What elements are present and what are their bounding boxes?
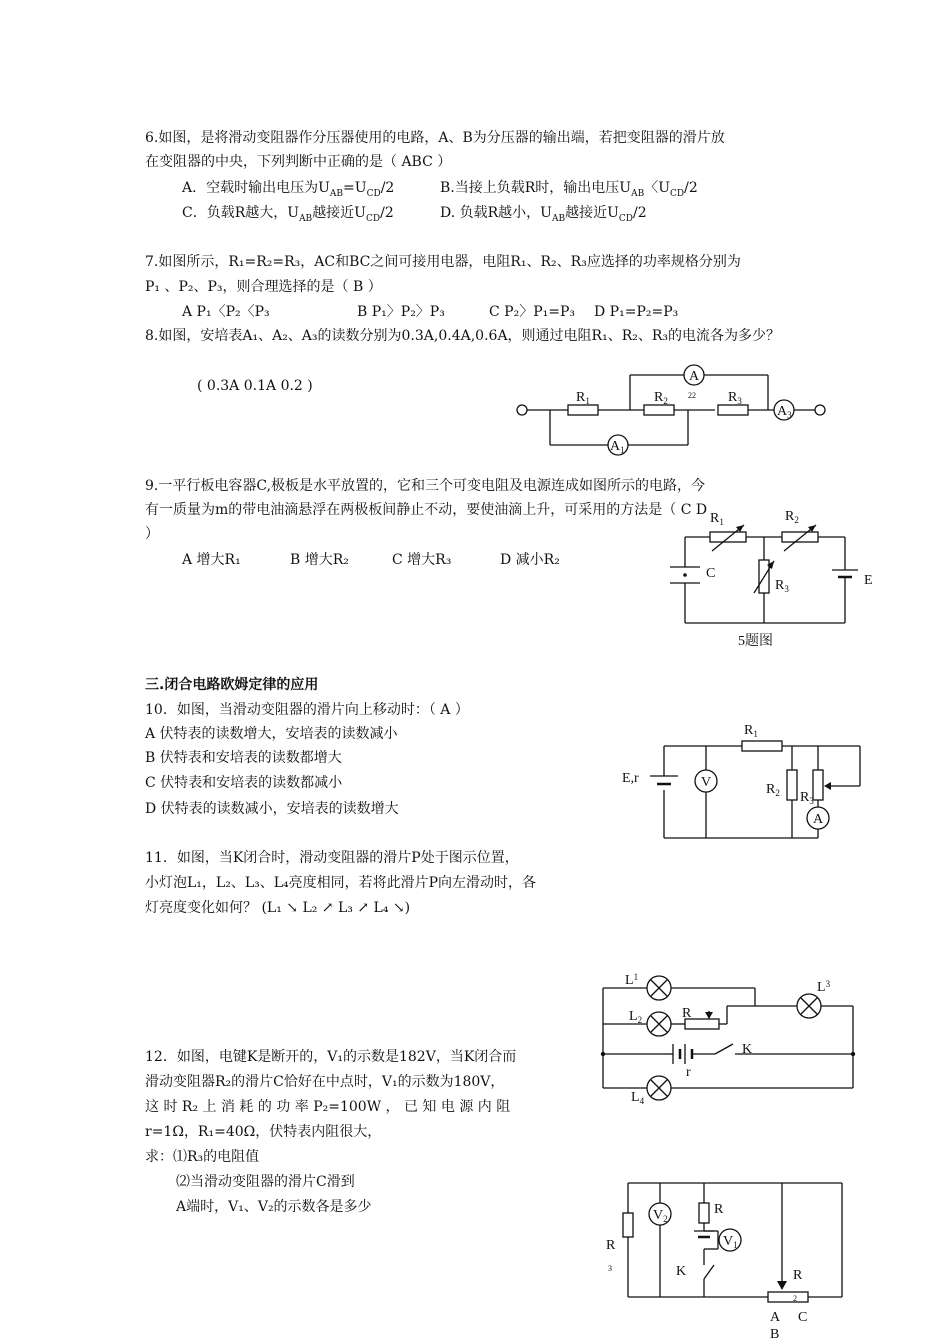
label-k: K: [742, 1042, 753, 1057]
battery: [665, 1044, 692, 1064]
q12-line-2: 滑动变阻器R₂的滑片C恰好在中点时，V₁的示数为180V，: [145, 1074, 505, 1090]
q7-line-1: 7.如图所示，R₁=R₂=R₃，AC和BC之间可接用电器，电阻R₁、R₂、R₃应选择的功率规格分别为: [145, 254, 741, 270]
q9-circuit-diagram: [660, 505, 890, 655]
rheostat-r1: [710, 525, 746, 551]
lamp-l4: [647, 1076, 671, 1100]
battery-er: [650, 776, 678, 784]
q7-option-c: C P₂〉P₁=P₃: [489, 304, 575, 320]
label-r3: $R_3$: [728, 390, 742, 406]
q6-line-2: 在变阻器的中央，下列判断中正确的是（ ABC ）: [145, 154, 452, 170]
label-r2: R: [793, 1268, 803, 1283]
rheostat-r3: [754, 560, 774, 593]
label-a2-sub: 22: [688, 391, 696, 400]
q8-circuit-diagram: [510, 360, 830, 460]
label-a: A: [770, 1310, 781, 1325]
rheostat-r3: [813, 770, 823, 800]
q7-option-d: D P₁=P₂=P₃: [594, 304, 679, 320]
resistor-r1: [742, 741, 782, 751]
q9-line-1: 9.一平行板电容器C,极板是水平放置的，它和三个可变电阻及电源连成如图所示的电路，今: [145, 478, 706, 494]
q6-option-d: D. 负载R越小，$U_{AB}$越接近$U_{CD}/2$: [440, 205, 647, 224]
q6-option-b: B.当接上负载R时，输出电压$U_{AB}$〈$U_{CD}/2$: [440, 180, 698, 199]
q10-option-b: B 伏特表和安培表的读数都增大: [145, 750, 342, 766]
battery: [694, 1231, 714, 1237]
capacitor-c: [670, 567, 700, 583]
label-l3: $L^3$: [817, 979, 831, 995]
q11-line-2: 小灯泡L₁，L₂、L₃、L₄亮度相同，若将此滑片P向左滑动时，各: [145, 875, 537, 891]
slider-arrow: [777, 1281, 787, 1290]
q10-wires: [664, 746, 860, 838]
switch-k: [715, 1044, 733, 1054]
label-c: C: [798, 1310, 808, 1325]
resistor-r2: [644, 405, 674, 415]
label-a: A: [813, 812, 824, 827]
label-a3: $A_3$: [777, 404, 792, 420]
q9-line-2: 有一质量为m的带电油滴悬浮在两极板间静止不动，要使油滴上升，可采用的方法是（ C D: [145, 502, 708, 518]
q9-line-3: ）: [145, 526, 159, 542]
label-r2-sub: 2: [793, 1294, 797, 1303]
label-r3: $R_3$: [775, 578, 789, 594]
label-r3-sub: 3: [608, 1264, 612, 1273]
label-r1: $R_1$: [576, 390, 590, 406]
q6-option-a: A．空载时输出电压为$U_{AB}=U_{CD}/2$: [182, 180, 395, 199]
label-l1: $L^1$: [625, 972, 639, 988]
q11-line-3: 灯亮度变化如何？ (L₁ ↘ L₂ ↗ L₃ ↗ L₄ ↘): [145, 900, 411, 916]
label-r: R: [682, 1006, 692, 1021]
label-b: B: [770, 1327, 780, 1342]
label-internal-r: r: [686, 1065, 691, 1080]
lamp-l3: [797, 994, 821, 1018]
battery-e: [832, 570, 858, 583]
q9-option-b: B 增大R₂: [290, 552, 349, 568]
resistor-r1: [568, 405, 598, 415]
q9-option-a: A 增大R₁: [182, 552, 241, 568]
q8-answer: ( 0.3A 0.1A 0.2 ): [197, 378, 313, 394]
q7-line-2: P₁ 、P₂、P₃，则合理选择的是（ B ）: [145, 279, 382, 295]
q7-option-a: A P₁〈P₂〈P₃: [182, 304, 270, 320]
q9-option-d: D 减小R₂: [500, 552, 560, 568]
label-er: E,r: [622, 771, 639, 786]
label-r3: $R_3$: [800, 790, 814, 806]
q12-circuit-diagram: [600, 1175, 860, 1340]
label-r1: R: [714, 1202, 724, 1217]
q10-option-a: A 伏特表的读数增大，安培表的读数减小: [145, 726, 398, 742]
label-r2: $R_2$: [654, 390, 668, 406]
q8-line-1: 8.如图，安培表A₁、A₂、A₃的读数分别为0.3A,0.4A,0.6A，则通过电阻R₁、R₂、R₃的电流各为多少？: [145, 328, 781, 344]
label-e: E: [864, 573, 873, 588]
label-c: C: [706, 566, 716, 581]
rheostat-r2: [768, 1292, 808, 1302]
q11-line-1: 11．如图，当K闭合时，滑动变阻器的滑片P处于图示位置，: [145, 850, 519, 866]
label-a1: $A_1$: [610, 439, 625, 455]
q12-line-5: 求：⑴R₃的电阻值: [145, 1149, 260, 1165]
q12-line-6: ⑵当滑动变阻器的滑片C滑到: [176, 1174, 355, 1190]
section-3-title: 三.闭合电路欧姆定律的应用: [145, 677, 319, 693]
label-k: K: [676, 1264, 687, 1279]
lamp-l2: [647, 1012, 671, 1036]
q6-line-1: 6.如图，是将滑动变阻器作分压器使用的电路，A、B为分压器的输出端，若把变阻器的滑片放: [145, 130, 725, 146]
q10-line-1: 10．如图，当滑动变阻器的滑片向上移动时：（ A ）: [145, 702, 469, 718]
rheostat-r2: [782, 525, 818, 551]
q6-option-c: C．负载R越大，$U_{AB}$越接近$U_{CD}/2$: [182, 205, 394, 224]
label-v1: $V_1$: [723, 1234, 738, 1250]
q12-line-4: r=1Ω，R₁=40Ω，伏特表内阻很大，: [145, 1124, 382, 1140]
label-l4: $L_4$: [631, 1090, 645, 1106]
q10-option-d: D 伏特表的读数减小，安培表的读数增大: [145, 801, 399, 817]
resistor-r3: [718, 405, 748, 415]
q10-circuit-diagram: [620, 718, 870, 848]
label-r2: $R_2$: [785, 509, 799, 525]
label-r1: $R_1$: [744, 723, 758, 739]
lamp-l1: [647, 976, 671, 1000]
q7-option-b: B P₁〉P₂〉P₃: [357, 304, 445, 320]
resistor-r1: [699, 1203, 709, 1223]
figure-caption: 5题图: [738, 634, 773, 649]
label-r2: $R_2$: [766, 782, 780, 798]
resistor-r2: [787, 770, 797, 800]
label-v: V: [701, 775, 712, 790]
q12-line-7: A端时，V₁、V₂的示数各是多少: [176, 1199, 372, 1215]
switch-k: [704, 1265, 714, 1279]
junction-dot: [601, 1052, 605, 1056]
resistor-r3: [623, 1213, 633, 1237]
q9-option-c: C 增大R₃: [392, 552, 452, 568]
label-l2: $L_2$: [629, 1009, 643, 1025]
label-v2: $V_2$: [653, 1208, 668, 1224]
label-r3: R: [606, 1238, 616, 1253]
q10-option-c: C 伏特表和安培表的读数都减小: [145, 775, 343, 791]
label-r1: $R_1$: [710, 511, 724, 527]
q12-line-3: 这 时 R₂ 上 消 耗 的 功 率 P₂=100W ， 已 知 电 源 内 阻: [145, 1099, 511, 1115]
label-a2: A: [689, 369, 700, 384]
junction-dot: [851, 1052, 855, 1056]
q11-circuit-diagram: [595, 968, 865, 1108]
q12-line-1: 12．如图，电键K是断开的，V₁的示数是182V，当K闭合而: [145, 1049, 517, 1065]
